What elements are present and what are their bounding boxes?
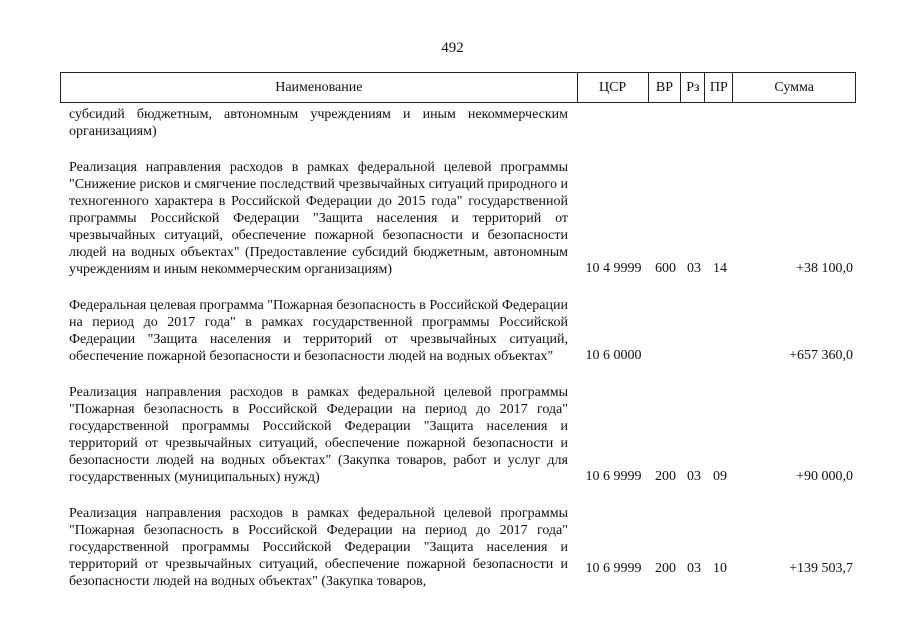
row-pr-cell (706, 103, 734, 140)
row-vr-cell: 200 (655, 469, 676, 484)
row-rz-cell (682, 294, 706, 365)
row-pr-cell (706, 294, 734, 365)
table-row (60, 103, 856, 140)
row-vr-cell: 200 (655, 561, 676, 576)
table-row (60, 502, 856, 590)
row-name-text: Федеральная целевая программа "Пожарная безопасность в Российской Федерации на период до 2017 года" в рамках государственной программы Российской Федерации "Защита населения и территорий от чрезвычайных ситуаций, обеспечение пожарной безопасности и безопасности людей на водных объектах" (69, 298, 568, 364)
row-name-cell (60, 502, 578, 590)
row-sum-cell: +90 000,0 (796, 469, 853, 484)
row-vr-cell: 600 (655, 261, 676, 276)
column-header-pr: ПР (705, 73, 733, 102)
row-sum-cell: +657 360,0 (789, 348, 853, 363)
row-sum-cell: +38 100,0 (796, 261, 853, 276)
row-sum-cell (734, 103, 856, 140)
table-row (60, 381, 856, 486)
table-body (60, 103, 856, 590)
row-name-cell (60, 156, 578, 278)
row-rz-cell (682, 103, 706, 140)
row-name-cell (60, 103, 578, 140)
page-number: 492 (441, 40, 464, 56)
row-rz-cell: 03 (687, 261, 701, 276)
row-csr-cell: 10 6 9999 (585, 469, 642, 484)
table-row (60, 156, 856, 278)
row-name-text: субсидий бюджетным, автономным учреждениям и иным некоммерческим организациям) (69, 107, 568, 139)
row-rz-cell: 03 (687, 561, 701, 576)
column-header-csr: ЦСР (578, 73, 649, 102)
row-csr-cell (578, 103, 649, 140)
column-header-rz: Рз (681, 73, 705, 102)
row-name-text: Реализация направления расходов в рамках федеральной целевой программы "Пожарная безопасность в Российской Федерации на период до 2017 года" государственной программы Российской Федерации "Защита населения и территорий от чрезвычайных ситуаций, обеспечение пожарной безопасности и безопасности людей на водных объектах" (Закупка товаров, работ и услуг для государственных (муниципальных) нужд) (69, 385, 568, 485)
table-header (60, 72, 856, 103)
row-vr-cell (649, 294, 682, 365)
row-name-cell (60, 294, 578, 365)
row-name-text: Реализация направления расходов в рамках федеральной целевой программы "Снижение рисков и смягчение последствий чрезвычайных ситуаций природного и техногенного характера в Российской Федерации до 2015 года" государственной программы Российской Федерации "Защита населения и территорий от чрезвычайных ситуаций, обеспечение пожарной безопасности и безопасности людей на водных объектах" (Предоставление субсидий бюджетным, автономным учреждениям и иным некоммерческим организациям) (69, 160, 568, 277)
row-sum-cell: +139 503,7 (789, 561, 853, 576)
table-row (60, 294, 856, 365)
row-vr-cell (649, 103, 682, 140)
row-csr-cell: 10 4 9999 (585, 261, 642, 276)
column-header-sum: Сумма (774, 79, 814, 95)
row-pr-cell: 09 (713, 469, 727, 484)
row-pr-cell: 14 (713, 261, 727, 276)
column-header-vr: ВР (649, 73, 682, 102)
row-csr-cell: 10 6 0000 (585, 348, 642, 363)
column-header-name: Наименование (61, 73, 578, 102)
row-rz-cell: 03 (687, 469, 701, 484)
row-pr-cell: 10 (713, 561, 727, 576)
row-name-cell (60, 381, 578, 486)
row-csr-cell: 10 6 9999 (585, 561, 642, 576)
row-name-text: Реализация направления расходов в рамках федеральной целевой программы "Пожарная безопасность в Российской Федерации на период до 2017 года" государственной программы Российской Федерации "Защита населения и территорий от чрезвычайных ситуаций, обеспечение пожарной безопасности и безопасности людей на водных объектах" (Закупка товаров, (69, 506, 568, 589)
